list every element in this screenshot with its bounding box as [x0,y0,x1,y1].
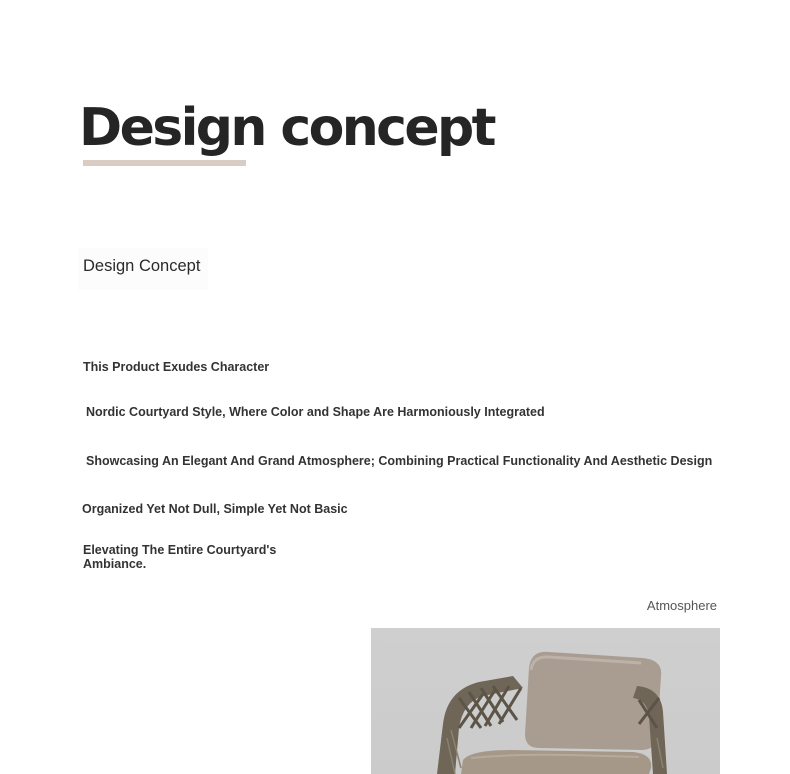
section-heading: Design Concept [78,248,208,290]
title-underline [83,160,246,166]
armchair-illustration [371,628,720,774]
concept-line-character: This Product Exudes Character [83,360,270,374]
concept-line-organized: Organized Yet Not Dull, Simple Yet Not Basic [82,502,348,516]
concept-line-nordic-style: Nordic Courtyard Style, Where Color and Shape Are Harmoniously Integrated [86,405,545,419]
atmosphere-label: Atmosphere [646,598,717,613]
product-photo [371,628,720,774]
page-title: Design concept [79,98,494,158]
concept-line-ambiance: Elevating The Entire Courtyard's Ambiance. [83,543,277,571]
concept-line-elegant-atmosphere: Showcasing An Elegant And Grand Atmosphere; Combining Practical Functionality And Aesthetic Design [86,454,713,468]
